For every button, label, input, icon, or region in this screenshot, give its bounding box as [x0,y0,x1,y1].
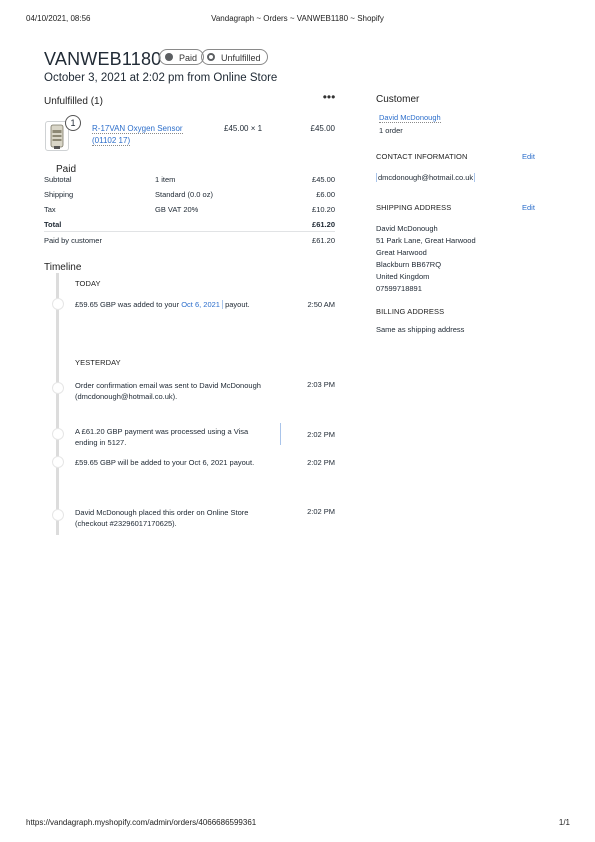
paid-badge [159,49,204,65]
paid-by-customer-label: Paid by customer [44,236,102,245]
timeline-dot [52,509,64,521]
order-number: VANWEB1180 [44,49,162,69]
tax-label: Tax [44,205,56,214]
subtotal-desc: 1 item [155,175,176,184]
timeline-event-email-sent [75,380,261,402]
unfulfilled-badge-label: Unfulfilled [221,53,261,63]
customer-title: Customer [376,94,420,105]
quantity-badge: 1 [65,115,81,131]
order-placed-line1: David McDonough placed this order on Online Store [75,508,249,517]
edit-shipping-button[interactable]: Edit [522,203,535,212]
payout-added-text: £59.65 GBP was added to your [75,300,180,309]
timeline-dot [52,456,64,468]
payout-added-suffix: payout. [225,300,250,309]
expand-indicator [280,423,281,445]
paid-section-title: Paid [56,164,77,175]
order-subtitle: October 3, 2021 at 2:02 pm from Online Store [44,72,278,84]
print-url: https://vandagraph.myshopify.com/admin/orders/4066686599361 [26,818,257,827]
order-placed-line2: (checkout #23296017170625). [75,519,177,528]
timeline-event-time: 2:50 AM [307,300,335,309]
shipping-line: 51 Park Lane, Great Harwood [376,236,476,245]
timeline-event-payout-pending: £59.65 GBP will be added to your Oct 6, 2021 payout. [75,458,255,467]
timeline-event-order-placed [75,507,248,529]
payment-processed-line2: ending in 5127. [75,438,127,447]
shipping-amount: £6.00 [316,190,335,199]
product-name: R-17VAN Oxygen Sensor [92,124,183,133]
print-title: Vandagraph ~ Orders ~ VANWEB1180 ~ Shopify [211,14,384,23]
unit-price: £45.00 × 1 [224,124,263,133]
billing-address: Same as shipping address [376,325,465,334]
timeline-event-time: 2:02 PM [307,458,335,467]
shipping-line: David McDonough [376,224,438,233]
shipping-address [376,223,476,295]
customer-name-link[interactable] [379,113,441,122]
timeline-yesterday-label: YESTERDAY [75,358,121,367]
timeline-event-time: 2:03 PM [307,380,335,389]
shipping-line: Blackburn BB67RQ [376,260,442,269]
item-total: £45.00 [310,124,335,133]
timeline-today-label: TODAY [75,279,101,288]
paid-badge-label: Paid [179,53,198,63]
timeline-event-payout-added [75,300,250,309]
contact-info-title: CONTACT INFORMATION [376,152,468,161]
edit-contact-button[interactable]: Edit [522,152,535,161]
total-label: Total [44,220,62,229]
shipping-line: Great Harwood [376,248,427,257]
subtotal-label: Subtotal [44,175,72,184]
timeline-dot [52,298,64,310]
shipping-desc: Standard (0.0 oz) [155,190,213,199]
print-datetime: 04/10/2021, 08:56 [26,14,91,23]
product-sku [92,136,130,145]
tax-desc: GB VAT 20% [155,205,199,214]
more-horizontal-icon: ••• [322,90,336,104]
payment-processed-line1: A £61.20 GBP payment was processed using a Visa [75,427,249,436]
email-sent-line1: Order confirmation email was sent to David McDonough [75,381,261,390]
customer-email[interactable] [376,173,475,182]
paid-by-customer-amount: £61.20 [312,236,335,245]
timeline-event-payment-processed[interactable] [75,426,248,448]
payout-date-link[interactable]: Oct 6, 2021 [181,300,223,309]
total-amount: £61.20 [312,220,335,229]
unfulfilled-title: Unfulfilled (1) [44,96,103,107]
payment-divider [44,231,335,232]
shipping-line: 07599718891 [376,284,422,293]
timeline-line [56,273,59,535]
more-actions-button[interactable] [319,92,339,106]
timeline-title: Timeline [44,262,82,273]
product-link[interactable] [92,124,183,133]
timeline-dot [52,382,64,394]
timeline-event-time: 2:02 PM [307,507,335,516]
email-sent-line2: (dmcdonough@hotmail.co.uk). [75,392,178,401]
shipping-line: United Kingdom [376,272,430,281]
billing-address-title: BILLING ADDRESS [376,307,445,316]
unfulfilled-badge [201,49,268,65]
timeline-dot [52,428,64,440]
hollow-circle-icon [207,53,215,61]
filled-circle-icon [165,53,173,61]
print-page-number: 1/1 [558,818,570,827]
tax-amount: £10.20 [312,205,335,214]
timeline-event-time: 2:02 PM [307,430,335,439]
customer-email-text: dmcdonough@hotmail.co.uk [378,173,474,182]
shipping-label: Shipping [44,190,74,199]
subtotal-amount: £45.00 [312,175,335,184]
customer-order-count: 1 order [379,126,403,135]
customer-name: David McDonough [379,113,441,122]
shipping-address-title: SHIPPING ADDRESS [376,203,452,212]
product-sku-text: (01102 17) [92,136,131,145]
